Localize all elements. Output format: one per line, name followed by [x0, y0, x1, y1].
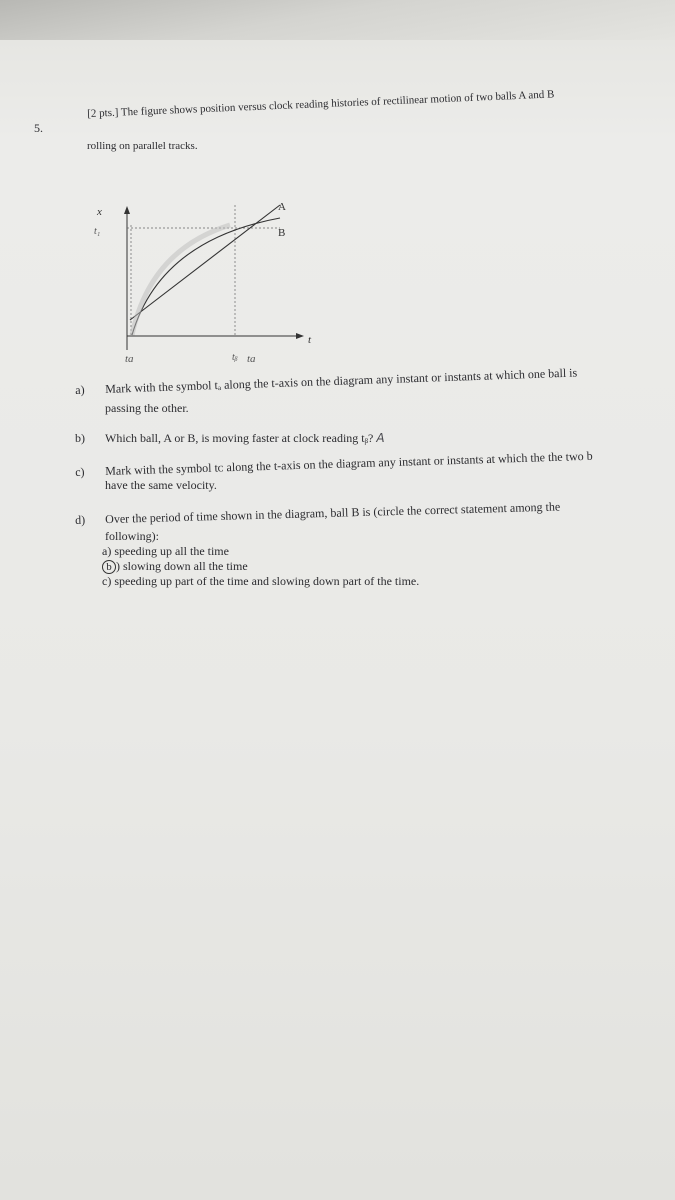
part-a-text-line1: Mark with the symbol tₐ along the t-axis on the diagram any instant or instants at which one ball is [104, 365, 578, 396]
option-b-circled-letter: b [102, 560, 116, 574]
part-c-text-line1: Mark with the symbol tᴄ along the t-axis on the diagram any instant or instants at which the the two b [104, 448, 593, 479]
part-d-text-line2: following): [105, 529, 159, 543]
option-b: b ) slowing down all the time [102, 559, 248, 574]
question-intro-line1: [2 pts.] The figure shows position versus clock reading histories of rectilinear motion of two balls A and B [87, 88, 555, 120]
part-d-label: d) [75, 512, 86, 527]
option-b-text: slowing down all the time [123, 559, 248, 573]
part-a-label: a) [75, 382, 85, 397]
part-b-answer: A [376, 431, 385, 445]
question-number: 5. [34, 121, 43, 135]
option-a-letter: a) [102, 544, 112, 558]
part-b-label: b) [75, 431, 85, 445]
curve-a-label: A [278, 201, 286, 213]
option-c-letter: c) [102, 574, 112, 588]
pencil-shading [132, 225, 230, 335]
x-axis-arrow [124, 206, 130, 214]
part-b-question: Which ball, A or B, is moving faster at clock reading tᵦ? [105, 431, 374, 445]
handwritten-ta-right: ta [247, 353, 256, 365]
question-intro-line2: rolling on parallel tracks. [87, 140, 198, 152]
t-axis-label: t [308, 334, 312, 346]
x-axis-label: x [97, 206, 102, 218]
handwritten-ta-left: ta [125, 353, 134, 365]
option-c-text: speeding up part of the time and slowing down part of the time. [114, 574, 420, 588]
option-a-text: speeding up all the time [114, 544, 229, 558]
part-d-text-line1: Over the period of time shown in the diagram, ball B is (circle the correct statement among the [104, 499, 561, 527]
curve-a [130, 205, 280, 320]
paper-top-edge [0, 0, 675, 40]
option-a [102, 544, 229, 559]
position-time-graph [80, 190, 320, 380]
part-c-text-line2: have the same velocity. [105, 478, 217, 492]
t-axis-arrow [296, 333, 304, 339]
part-b-text [105, 431, 385, 445]
handwritten-x-tick: t₁ [94, 226, 101, 237]
handwritten-tb: tᵦ [232, 352, 238, 363]
curve-b-label: B [278, 227, 286, 239]
option-c [102, 574, 419, 589]
part-a-text-line2: passing the other. [105, 401, 189, 415]
part-c-label: c) [75, 464, 85, 479]
